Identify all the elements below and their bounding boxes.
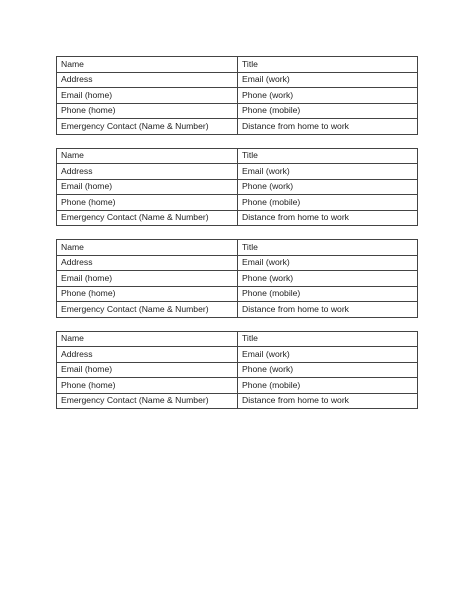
email-work-cell[interactable]: Email (work): [238, 72, 418, 88]
name-cell[interactable]: Name: [57, 57, 238, 73]
phone-work-cell[interactable]: Phone (work): [238, 179, 418, 195]
table-row: [57, 393, 418, 409]
phone-mobile-cell[interactable]: Phone (mobile): [238, 195, 418, 211]
title-cell[interactable]: Title: [238, 57, 418, 73]
emergency-contact-cell[interactable]: Emergency Contact (Name & Number): [57, 210, 238, 226]
table-row: [57, 331, 418, 347]
emergency-contact-cell[interactable]: Emergency Contact (Name & Number): [57, 302, 238, 318]
table-row: [57, 164, 418, 180]
table-row: [57, 57, 418, 73]
contact-table: [56, 56, 418, 135]
phone-mobile-cell[interactable]: Phone (mobile): [238, 378, 418, 394]
distance-cell[interactable]: Distance from home to work: [238, 210, 418, 226]
table-row: [57, 378, 418, 394]
email-work-cell[interactable]: Email (work): [238, 255, 418, 271]
address-cell[interactable]: Address: [57, 72, 238, 88]
distance-cell[interactable]: Distance from home to work: [238, 119, 418, 135]
table-row: [57, 362, 418, 378]
phone-home-cell[interactable]: Phone (home): [57, 378, 238, 394]
address-cell[interactable]: Address: [57, 255, 238, 271]
table-row: [57, 347, 418, 363]
phone-home-cell[interactable]: Phone (home): [57, 103, 238, 119]
address-cell[interactable]: Address: [57, 347, 238, 363]
emergency-contact-cell[interactable]: Emergency Contact (Name & Number): [57, 393, 238, 409]
table-row: [57, 195, 418, 211]
table-row: [57, 240, 418, 256]
email-work-cell[interactable]: Email (work): [238, 164, 418, 180]
table-row: [57, 103, 418, 119]
contact-table: [56, 148, 418, 227]
email-work-cell[interactable]: Email (work): [238, 347, 418, 363]
table-row: [57, 88, 418, 104]
table-row: [57, 72, 418, 88]
phone-home-cell[interactable]: Phone (home): [57, 286, 238, 302]
phone-work-cell[interactable]: Phone (work): [238, 271, 418, 287]
document-page: [56, 56, 418, 422]
title-cell[interactable]: Title: [238, 331, 418, 347]
distance-cell[interactable]: Distance from home to work: [238, 302, 418, 318]
table-row: [57, 148, 418, 164]
table-row: [57, 255, 418, 271]
phone-home-cell[interactable]: Phone (home): [57, 195, 238, 211]
phone-mobile-cell[interactable]: Phone (mobile): [238, 103, 418, 119]
table-row: [57, 179, 418, 195]
distance-cell[interactable]: Distance from home to work: [238, 393, 418, 409]
emergency-contact-cell[interactable]: Emergency Contact (Name & Number): [57, 119, 238, 135]
phone-work-cell[interactable]: Phone (work): [238, 88, 418, 104]
address-cell[interactable]: Address: [57, 164, 238, 180]
email-home-cell[interactable]: Email (home): [57, 271, 238, 287]
title-cell[interactable]: Title: [238, 148, 418, 164]
email-home-cell[interactable]: Email (home): [57, 88, 238, 104]
email-home-cell[interactable]: Email (home): [57, 362, 238, 378]
phone-work-cell[interactable]: Phone (work): [238, 362, 418, 378]
title-cell[interactable]: Title: [238, 240, 418, 256]
table-row: [57, 119, 418, 135]
name-cell[interactable]: Name: [57, 240, 238, 256]
name-cell[interactable]: Name: [57, 331, 238, 347]
name-cell[interactable]: Name: [57, 148, 238, 164]
table-row: [57, 271, 418, 287]
phone-mobile-cell[interactable]: Phone (mobile): [238, 286, 418, 302]
table-row: [57, 302, 418, 318]
contact-table: [56, 331, 418, 410]
contact-table: [56, 239, 418, 318]
table-row: [57, 210, 418, 226]
table-row: [57, 286, 418, 302]
email-home-cell[interactable]: Email (home): [57, 179, 238, 195]
